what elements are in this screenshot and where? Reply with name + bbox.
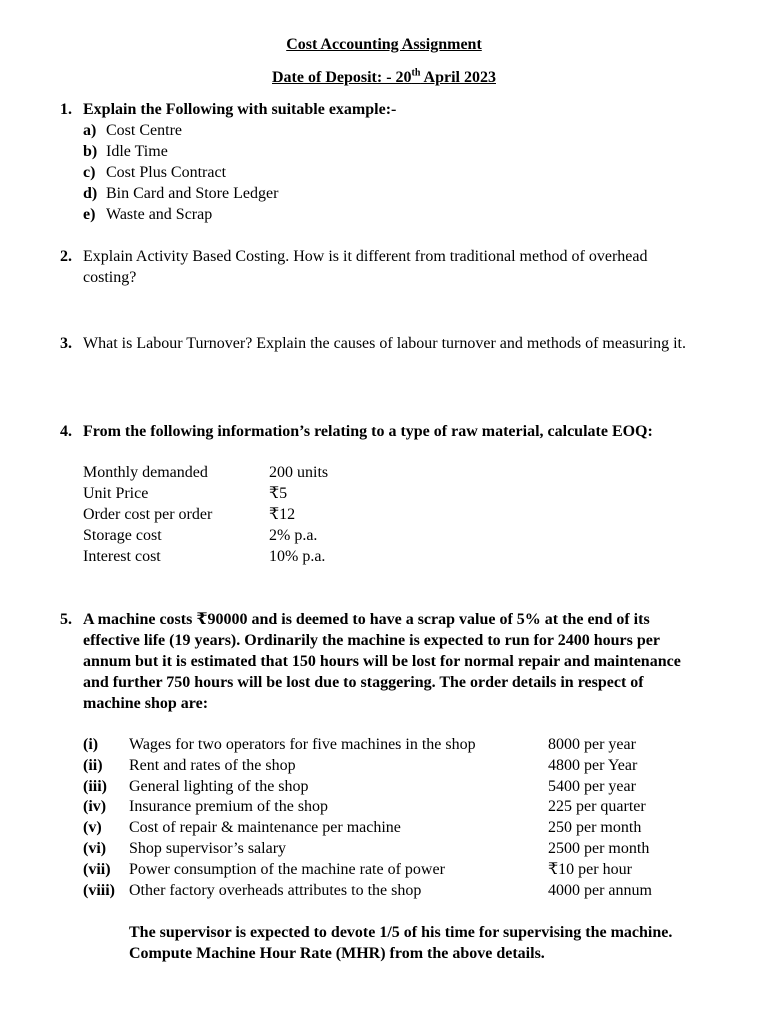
deposit-date-sup: th [411,67,421,79]
deposit-date [0,67,768,88]
question-3-number: 3. [60,335,72,352]
eoq-value: ₹12 [269,506,296,523]
q1-item-text: Cost Centre [106,122,182,139]
q1-item-text: Waste and Scrap [106,206,213,223]
question-1-text: Explain the Following with suitable example:- [83,101,397,118]
eoq-value: 200 units [269,464,329,481]
overhead-item-number: (v) [83,819,102,836]
overhead-item-value: 5400 per year [548,778,636,795]
overhead-item-number: (iv) [83,798,107,815]
overhead-item-number: (iii) [83,778,107,795]
q1-item-letter: e) [83,206,96,223]
q1-item-text: Bin Card and Store Ledger [106,185,279,202]
eoq-label: Storage cost [83,527,162,544]
q1-item-e [83,204,212,225]
question-5-line-2: effective life (19 years). Ordinarily the machine is expected to run for 2400 hours per [83,632,660,649]
overhead-item-number: (vi) [83,840,107,857]
overhead-item-number: (ii) [83,757,103,774]
question-3-text: What is Labour Turnover? Explain the causes of labour turnover and methods of measuring it. [83,335,686,352]
question-5-line-3: annum but it is estimated that 150 hours will be lost for normal repair and maintenance [83,653,681,670]
question-2-number: 2. [60,248,72,265]
deposit-date-suffix: April 2023 [420,69,496,86]
overhead-item-value: ₹10 per hour [548,861,632,878]
question-5-line-1: A machine costs ₹90000 and is deemed to have a scrap value of 5% at the end of its [83,611,650,628]
question-5-footer-1: The supervisor is expected to devote 1/5 of his time for supervising the machine. [129,924,673,941]
overhead-item-number: (viii) [83,882,115,899]
eoq-value: 10% p.a. [269,548,326,565]
q1-item-d [83,183,278,204]
overhead-item-desc: Wages for two operators for five machines in the shop [129,736,476,753]
overhead-item-desc: Insurance premium of the shop [129,798,329,815]
q1-item-a [83,120,182,141]
question-5-line-4: and further 750 hours will be lost due to staggering. The order details in respect of [83,674,644,691]
overhead-item-desc: Other factory overheads attributes to the shop [129,882,422,899]
overhead-item-desc: General lighting of the shop [129,778,309,795]
question-1-number: 1. [60,101,72,118]
overhead-item-number: (i) [83,736,99,753]
question-5-footer-2: Compute Machine Hour Rate (MHR) from the above details. [129,945,545,962]
eoq-label: Order cost per order [83,506,213,523]
overhead-item-value: 4800 per Year [548,757,638,774]
overhead-item-value: 2500 per month [548,840,650,857]
question-4-text: From the following information’s relating to a type of raw material, calculate EOQ: [83,423,653,440]
overhead-item-value: 4000 per annum [548,882,652,899]
overhead-item-desc: Cost of repair & maintenance per machine [129,819,401,836]
eoq-label: Monthly demanded [83,464,208,481]
q1-item-c [83,162,226,183]
overhead-item-desc: Rent and rates of the shop [129,757,296,774]
overhead-item-value: 250 per month [548,819,642,836]
page-title: Cost Accounting Assignment [286,36,482,53]
eoq-value: 2% p.a. [269,527,318,544]
eoq-label: Interest cost [83,548,161,565]
overhead-item-number: (vii) [83,861,111,878]
question-4-number: 4. [60,423,72,440]
eoq-value: ₹5 [269,485,288,502]
deposit-date-prefix: Date of Deposit: - 20 [272,69,412,86]
question-2-line-2: costing? [83,269,137,286]
q1-item-letter: b) [83,143,98,160]
overhead-item-desc: Power consumption of the machine rate of power [129,861,445,878]
q1-item-text: Cost Plus Contract [106,164,227,181]
question-5-number: 5. [60,611,72,628]
q1-item-text: Idle Time [106,143,168,160]
q1-item-b [83,141,168,162]
overhead-item-value: 225 per quarter [548,798,646,815]
overhead-item-value: 8000 per year [548,736,636,753]
question-2-line-1: Explain Activity Based Costing. How is it different from traditional method of overhead [83,248,648,265]
overhead-item-desc: Shop supervisor’s salary [129,840,287,857]
q1-item-letter: c) [83,164,96,181]
q1-item-letter: a) [83,122,97,139]
q1-item-letter: d) [83,185,98,202]
eoq-label: Unit Price [83,485,149,502]
question-5-line-5: machine shop are: [83,695,209,712]
